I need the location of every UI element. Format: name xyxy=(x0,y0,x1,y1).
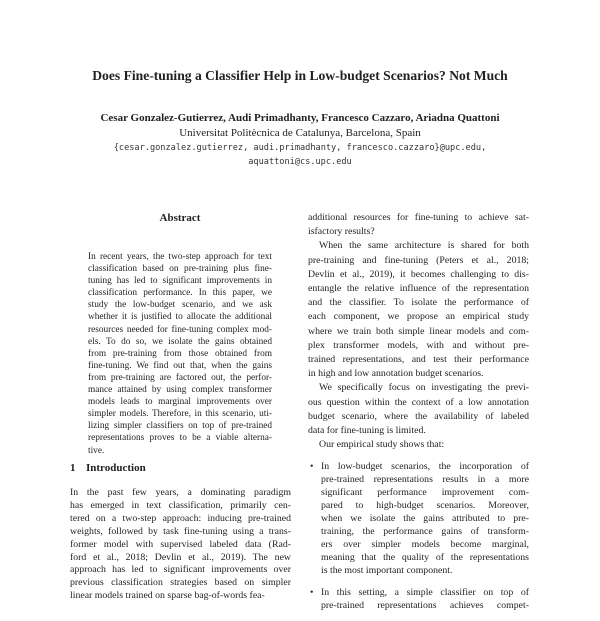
text-line: when we isolate the gains attributed to pre- xyxy=(321,513,529,524)
text-line: models leads to marginal improvements over xyxy=(88,397,272,408)
text-line: has emerged in text classification, primarily cen- xyxy=(70,499,291,511)
section-number: 1 xyxy=(70,462,76,474)
text-line: resources needed for fine-tuning complex mod- xyxy=(88,324,272,335)
bullet-icon: • xyxy=(310,461,314,472)
abstract-body xyxy=(88,251,272,457)
text-line: In recent years, the two-step approach for text xyxy=(88,252,272,262)
text-line: pared to high-budget scenarios. Moreover, xyxy=(321,500,529,511)
abstract-heading: Abstract xyxy=(159,212,201,224)
text-line: budget scenario, where the availability of labeled xyxy=(308,410,529,422)
text-line: simpler models. Therefore, in this scenario, uti- xyxy=(88,409,272,420)
text-line: whether it is justified to allocate the additional xyxy=(88,312,272,323)
text-line: els. To do so, we isolate the gains obtained xyxy=(88,336,272,347)
text-line: trained representations, and test their performance xyxy=(308,354,529,366)
author-list: Cesar Gonzalez-Gutierrez, Audi Primadhanty, Francesco Cazzaro, Ariadna Quattoni xyxy=(100,112,500,124)
text-line: from pre-training from those obtained from xyxy=(88,348,272,359)
text-line: data for fine-tuning is limited. xyxy=(308,425,426,437)
text-line: significant performance improvement com- xyxy=(321,487,529,498)
text-line: pre-training and fine-tuning (Peters et al., 2018; xyxy=(308,254,529,266)
text-line: In low-budget scenarios, the incorporation of xyxy=(321,461,529,472)
section-heading-introduction xyxy=(70,462,146,474)
text-line: Devlin et al., 2019), it becomes challenging to dis- xyxy=(308,268,529,280)
text-line: meaning that the quality of the representations xyxy=(321,552,529,563)
text-line: approach has led to significant improvements over xyxy=(70,564,291,576)
author-emails: {cesar.gonzalez.gutierrez, audi.primadhanty, francesco.cazzaro}@upc.edu, xyxy=(113,143,487,153)
text-line: pre-trained representations results in a more xyxy=(321,474,529,485)
text-line: plex transformer models, with and without pre- xyxy=(308,339,529,351)
text-line: isfactory results? xyxy=(308,226,375,238)
text-line: tive. xyxy=(88,445,105,456)
text-line: in high and low annotation budget scenarios. xyxy=(308,368,484,380)
text-line: fine-tuning. We find out that, when the gains xyxy=(88,360,272,371)
text-line: linear models trained on sparse bag-of-words fea- xyxy=(70,590,265,602)
text-line: additional resources for fine-tuning to achieve sat- xyxy=(308,212,529,223)
bullet-icon: • xyxy=(310,587,314,598)
affiliation: Universitat Politècnica de Catalunya, Barcelona, Spain xyxy=(179,127,421,139)
right-column-text xyxy=(308,211,529,452)
list-item xyxy=(308,586,529,612)
text-line: from pre-training are factored out, the perfor- xyxy=(88,372,272,383)
text-line: lizing simpler classifiers on top of pre-trained xyxy=(88,421,272,432)
text-line: entangle the relative influence of the representation xyxy=(308,283,529,295)
text-line: When the same architecture is shared for both xyxy=(319,240,529,252)
text-line: In this setting, a simple classifier on top of xyxy=(321,587,529,598)
text-line: training, the performance gains of transform- xyxy=(321,526,529,537)
text-line: tuning has led to significant improvements in xyxy=(88,276,272,287)
text-line: classification performance. In this paper, we xyxy=(88,288,272,299)
text-line: ous question within the context of a low annotation xyxy=(308,396,529,408)
text-line: is the most important component. xyxy=(321,565,453,576)
text-line: study the low-budget scenario, and we ask xyxy=(88,300,272,311)
text-line: classification based on pre-training plus fine- xyxy=(88,264,272,275)
text-line: former model with supervised labeled data (Rad- xyxy=(70,538,291,550)
text-line: We specifically focus on investigating the previ- xyxy=(319,382,529,394)
findings-list xyxy=(308,460,529,621)
paper-title: Does Fine-tuning a Classifier Help in Low-budget Scenarios? Not Much xyxy=(92,68,508,83)
text-line: ers over simpler models become marginal, xyxy=(321,539,529,550)
list-item xyxy=(308,460,529,577)
text-line: pre-trained representations achieves compet- xyxy=(321,600,529,611)
text-line: where we train both simple linear models and com- xyxy=(308,325,529,337)
section-title: Introduction xyxy=(86,462,146,474)
author-emails: aquattoni@cs.upc.edu xyxy=(248,157,352,167)
text-line: and the classifier. To isolate the performance of xyxy=(308,297,529,309)
text-line: representations proves to be a viable alterna- xyxy=(88,433,272,444)
text-line: Our empirical study shows that: xyxy=(319,439,445,451)
text-line: each component, we propose an empirical study xyxy=(308,311,529,323)
text-line: In the past few years, a dominating paradigm xyxy=(70,487,291,498)
text-line: tered on a two-step approach: inducing pre-trained xyxy=(70,512,291,524)
text-line: previous classification strategies based on simpler xyxy=(70,577,291,589)
text-line: mance attained by using complex transformer xyxy=(88,385,272,396)
introduction-body xyxy=(70,487,291,603)
text-line: weights, followed by task fine-tuning using a trans- xyxy=(70,525,291,537)
text-line: ford et al., 2018; Devlin et al., 2019). The new xyxy=(70,551,291,563)
